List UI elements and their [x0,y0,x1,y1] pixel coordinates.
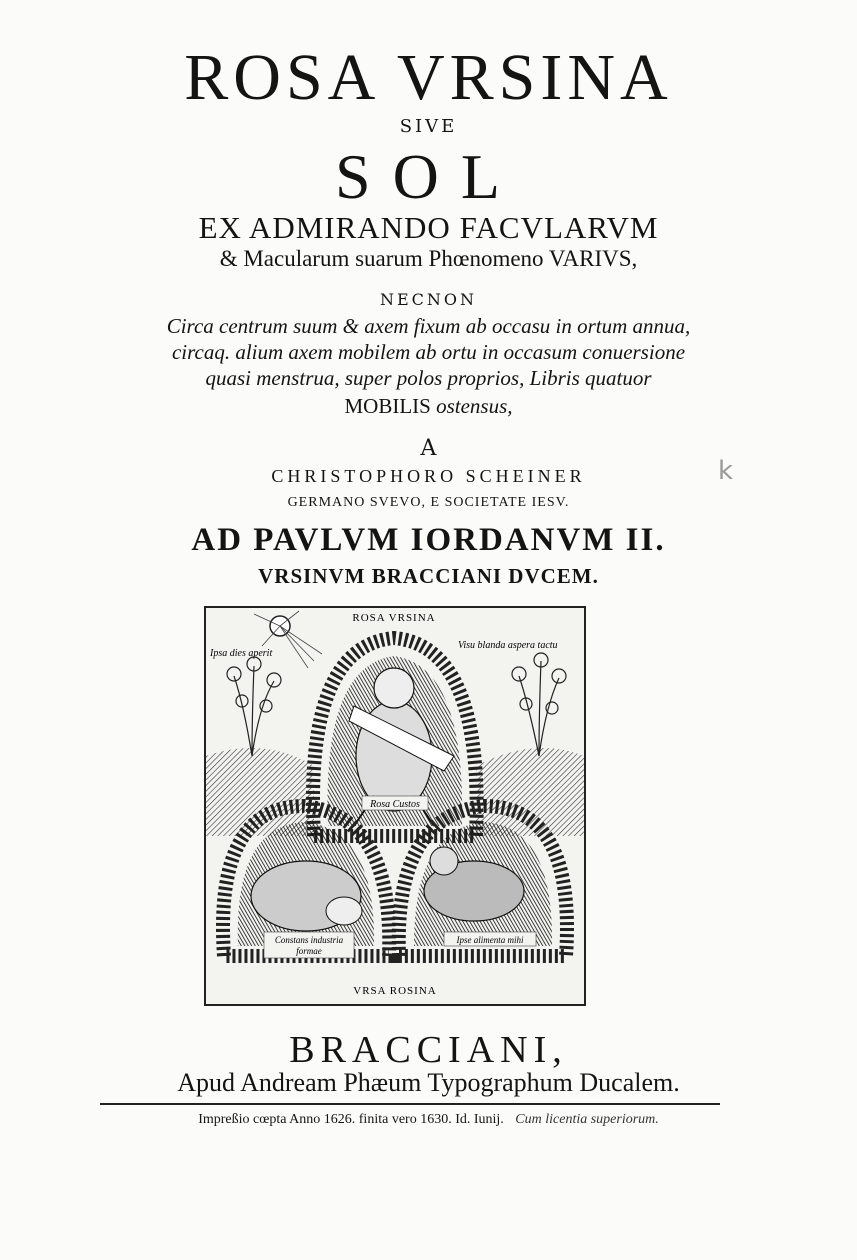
plate-left-label-2: formae [296,946,322,956]
engraving-svg [204,606,586,1006]
plate-motto-right: Visu blanda aspera tactu [458,640,558,651]
imprint-license: Cum licentia superiorum. [515,1112,659,1127]
engraved-plate [204,606,586,1006]
title-ostensus: ostensus, [436,394,513,418]
title-sive: SIVE [399,116,458,137]
dedication-line-2: VRSINVM BRACCIANI DVCEM. [258,564,599,588]
plate-left-label-1: Constans industria [274,935,344,945]
imprint-city: BRACCIANI, [289,1029,568,1071]
imprint-rule [100,1103,720,1105]
plate-top-label: ROSA VRSINA [352,612,436,624]
title-mobilis-word: MOBILIS [344,394,431,418]
author-affiliation: GERMANO SVEVO, E SOCIETATE IESV. [287,495,570,510]
plate-right-label: Ipse alimenta mihi [456,935,524,945]
title-circa-centrum: Circa centrum suum & axem fixum ab occasu in ortum annua, [166,314,691,338]
hill-right [476,748,584,836]
title-ex-admirando: EX ADMIRANDO FACVLARVM [198,210,659,245]
dedication-line-1: AD PAVLVM IORDANVM II. [191,522,666,558]
plate-center-label: Rosa Custos [370,799,420,810]
title-rosa-vrsina: ROSA VRSINA [184,41,673,114]
imprint-dates: Impreßio cœpta Anno 1626. finita vero 1630. Id. Iunij. [198,1112,504,1127]
title-quasi-menstrua: quasi menstrua, super polos proprios, Libris quatuor [205,366,652,390]
imprint-printer: Apud Andream Phæum Typographum Ducalem. [177,1068,680,1097]
title-necnon: NECNON [379,290,478,309]
title-macularum: & Macularum suarum Phœnomeno VARIVS, [219,246,638,271]
title-a: A [420,436,437,461]
margin-mark: k [718,456,734,486]
imprint-dates-line [0,1112,857,1128]
title-mobilis [0,394,857,419]
plate-bottom-label: VRSA ROSINA [353,985,437,997]
title-circaq: circaq. alium axem mobilem ab ortu in occasum conuersione [171,340,686,364]
plate-motto-left: Ipsa dies aperit [210,648,273,659]
title-sol: SOL [335,141,522,212]
author-name: CHRISTOPHORO SCHEINER [271,466,586,486]
